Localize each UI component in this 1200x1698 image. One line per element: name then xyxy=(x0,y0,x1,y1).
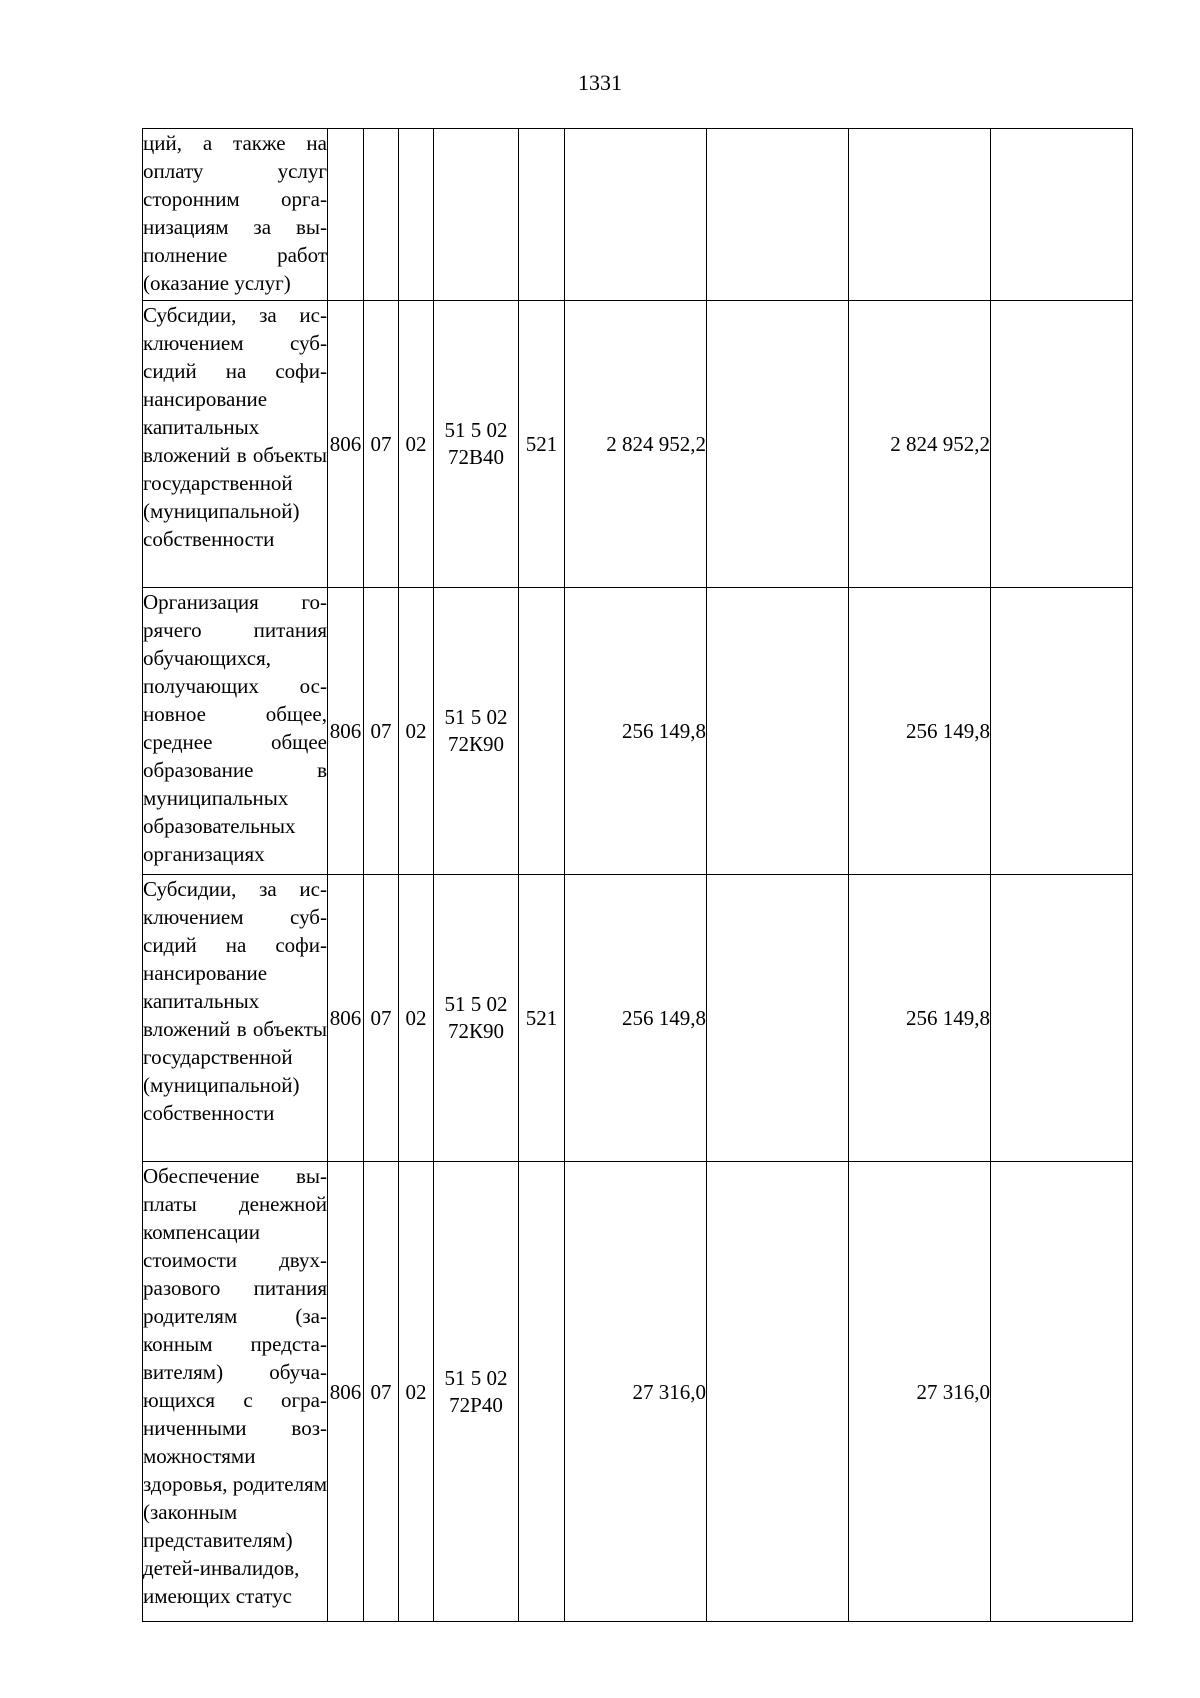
target-article-line1: 51 5 02 xyxy=(444,418,508,442)
amount-col2 xyxy=(707,1162,849,1622)
row-description: Организация горячего питания обучающихся, получающих основное общее, среднее общее образование в муниципальных образовательных организациях xyxy=(143,588,328,875)
row-description: Субсидии, за исключением субсидий на софинансирование капитальных вложений в объекты государственной (муниципальной) собственности xyxy=(143,875,328,1162)
row-description: Субсидии, за исключением субсидий на софинансирование капитальных вложений в объекты государственной (муниципальной) собственности xyxy=(143,301,328,588)
target-article-code xyxy=(434,301,519,588)
section-code: 07 xyxy=(364,588,399,875)
target-article-line1: 51 5 02 xyxy=(444,992,508,1016)
amount-total: 256 149,8 xyxy=(565,588,707,875)
target-article-line2: 72К90 xyxy=(447,1019,504,1043)
amount-total: 256 149,8 xyxy=(565,875,707,1162)
table-row xyxy=(143,301,1133,588)
subsection-code: 02 xyxy=(399,1162,434,1622)
amount-col3: 27 316,0 xyxy=(849,1162,991,1622)
target-article-line2: 72К90 xyxy=(447,732,504,756)
page-number: 1331 xyxy=(578,70,622,95)
table-row xyxy=(143,1162,1133,1622)
amount-col4 xyxy=(991,1162,1133,1622)
ministry-code: 806 xyxy=(328,875,364,1162)
section-code: 07 xyxy=(364,875,399,1162)
target-article-code xyxy=(434,1162,519,1622)
row-description: Обеспечение выплаты денежной компенсации стоимости двухразового питания родителям (законным представителям) обучающихся с ограниченными возможностями здоровья, родителям (законным представителям) детей-инвалидов, имеющих статус xyxy=(143,1162,328,1622)
section-code: 07 xyxy=(364,301,399,588)
expense-type-code xyxy=(519,1162,565,1622)
table-row xyxy=(143,129,1133,301)
budget-table xyxy=(142,128,1133,1622)
amount-col3: 256 149,8 xyxy=(849,875,991,1162)
subsection-code: 02 xyxy=(399,301,434,588)
target-article-line1: 51 5 02 xyxy=(444,705,508,729)
ministry-code: 806 xyxy=(328,1162,364,1622)
subsection-code: 02 xyxy=(399,588,434,875)
subsection-code xyxy=(399,129,434,301)
amount-col2 xyxy=(707,129,849,301)
amount-col3: 256 149,8 xyxy=(849,588,991,875)
row-description: ций, а также на оплату услуг сторонним организациям за выполнение работ (оказание услуг) xyxy=(143,129,328,301)
table-row xyxy=(143,875,1133,1162)
expense-type-code xyxy=(519,129,565,301)
expense-type-code: 521 xyxy=(519,301,565,588)
subsection-code: 02 xyxy=(399,875,434,1162)
table-row xyxy=(143,588,1133,875)
target-article-line2: 72В40 xyxy=(447,445,504,469)
amount-col4 xyxy=(991,129,1133,301)
amount-col3 xyxy=(849,129,991,301)
amount-total xyxy=(565,129,707,301)
target-article-code xyxy=(434,129,519,301)
amount-col2 xyxy=(707,588,849,875)
amount-total: 27 316,0 xyxy=(565,1162,707,1622)
amount-col2 xyxy=(707,301,849,588)
section-code: 07 xyxy=(364,1162,399,1622)
ministry-code xyxy=(328,129,364,301)
section-code xyxy=(364,129,399,301)
ministry-code: 806 xyxy=(328,588,364,875)
amount-col4 xyxy=(991,588,1133,875)
expense-type-code xyxy=(519,588,565,875)
target-article-line2: 72Р40 xyxy=(449,1392,503,1417)
amount-total: 2 824 952,2 xyxy=(565,301,707,588)
target-article-code xyxy=(434,875,519,1162)
amount-col4 xyxy=(991,301,1133,588)
amount-col4 xyxy=(991,875,1133,1162)
amount-col3: 2 824 952,2 xyxy=(849,301,991,588)
amount-col2 xyxy=(707,875,849,1162)
target-article-line1: 51 5 02 xyxy=(444,1365,508,1390)
ministry-code: 806 xyxy=(328,301,364,588)
target-article-code xyxy=(434,588,519,875)
expense-type-code: 521 xyxy=(519,875,565,1162)
